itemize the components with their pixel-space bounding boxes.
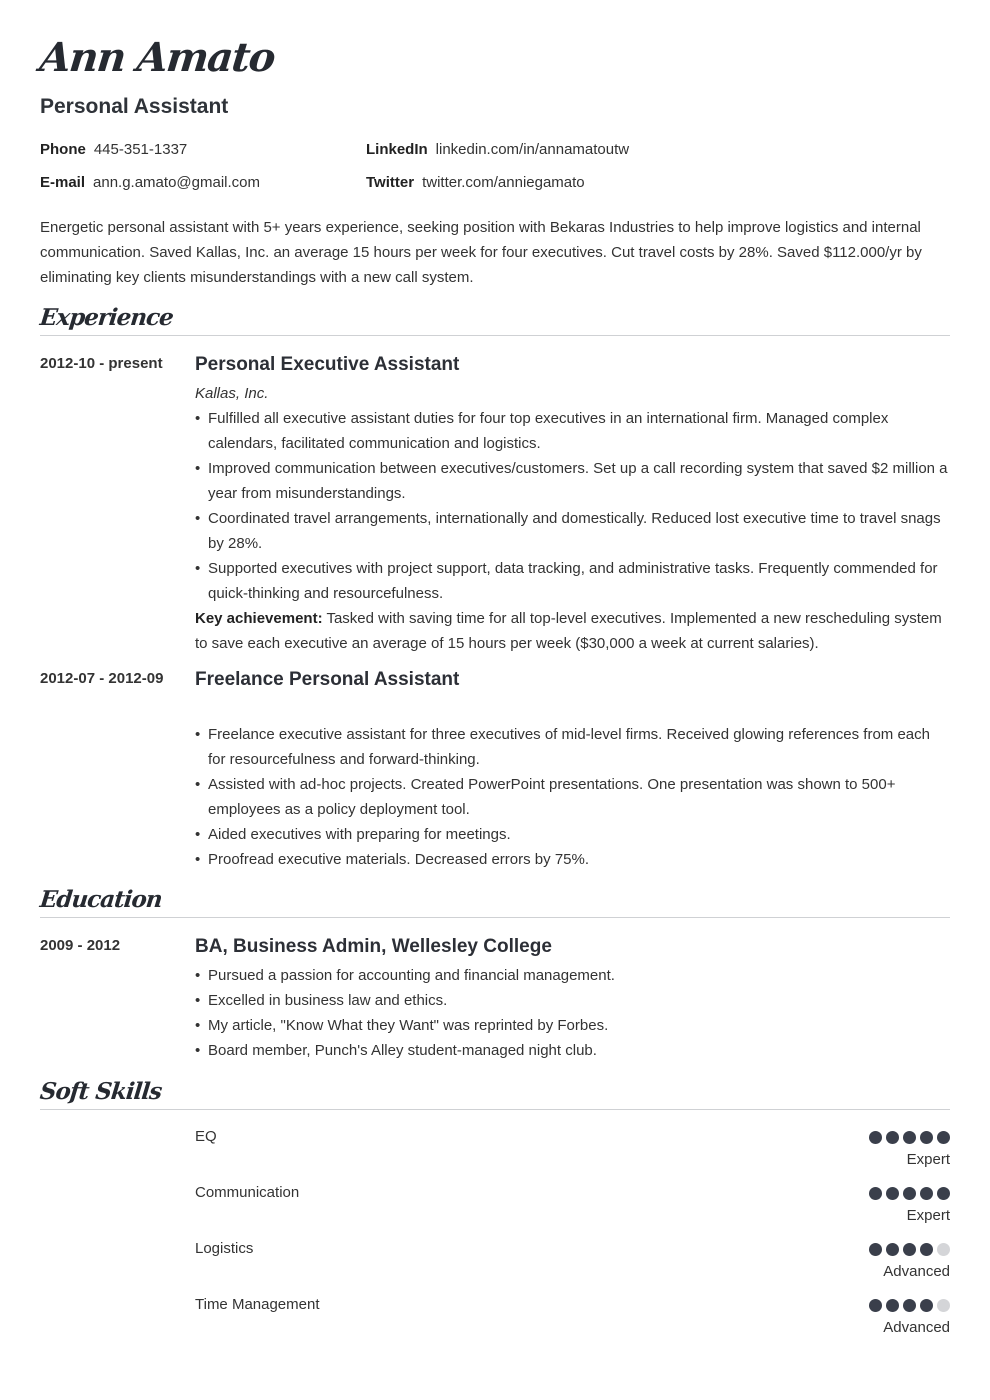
rating-dot-filled: [920, 1243, 933, 1256]
skill-rating-dots: [869, 1243, 950, 1256]
bullet-item: • Proofread executive materials. Decreased errors by 75%.: [195, 847, 950, 872]
contact-label: Phone: [40, 141, 86, 158]
skill-row: [195, 1128, 950, 1178]
candidate-name: Ann Amato: [37, 34, 277, 81]
section-title-education: [40, 886, 950, 918]
rating-dot-filled: [903, 1131, 916, 1144]
skill-row: [195, 1296, 950, 1346]
bullet-item: • Freelance executive assistant for three executives of mid-level firms. Received glowing references from each for resourcefulness and forward-thinking.: [195, 722, 950, 772]
contact-value: linkedin.com/in/annamatoutw: [435, 141, 630, 158]
section-title-experience: [40, 304, 950, 336]
rating-dot-filled: [920, 1131, 933, 1144]
skill-rating-dots: [869, 1131, 950, 1144]
rating-dot-filled: [886, 1187, 899, 1200]
job-title: Personal Executive Assistant: [195, 354, 460, 375]
entry-content: [195, 352, 950, 656]
rating-dot-filled: [937, 1187, 950, 1200]
bullet-item: • Aided executives with preparing for meetings.: [195, 822, 950, 847]
candidate-role: Personal Assistant: [40, 95, 229, 118]
skill-row: [195, 1240, 950, 1290]
entry-date: 2012-07 - 2012-09: [40, 670, 164, 687]
rating-dot-empty: [937, 1299, 950, 1312]
bullet-item: • My article, "Know What they Want" was reprinted by Forbes.: [195, 1013, 950, 1038]
rating-dot-filled: [869, 1187, 882, 1200]
rating-dot-filled: [903, 1243, 916, 1256]
rating-dot-filled: [886, 1131, 899, 1144]
bullet-item: • Coordinated travel arrangements, internationally and domestically. Reduced lost executive time to travel snags by 28%.: [195, 506, 950, 556]
section-title-text: Soft Skills: [38, 1078, 163, 1105]
bullet-item: • Assisted with ad-hoc projects. Created PowerPoint presentations. One presentation was shown to 500+ employees as a policy deployment tool.: [195, 772, 950, 822]
bullet-list: [195, 406, 950, 606]
company-name: Kallas, Inc.: [195, 385, 269, 402]
rating-dot-filled: [886, 1299, 899, 1312]
contact-value: ann.g.amato@gmail.com: [93, 174, 260, 191]
entry-date: 2009 - 2012: [40, 937, 121, 954]
section-title-skills: [40, 1078, 950, 1110]
bullet-item: • Excelled in business law and ethics.: [195, 988, 950, 1013]
skill-rating-dots: [869, 1299, 950, 1312]
bullet-item: • Pursued a passion for accounting and financial management.: [195, 963, 950, 988]
rating-dot-filled: [920, 1187, 933, 1200]
rating-dot-filled: [869, 1299, 882, 1312]
contact-value: 445-351-1337: [93, 141, 188, 158]
rating-dot-empty: [937, 1243, 950, 1256]
skill-level: Expert: [906, 1151, 950, 1168]
section-title-text: Education: [38, 886, 164, 913]
contact-label: Twitter: [366, 174, 415, 191]
bullet-list: [195, 963, 950, 1063]
key-achievement: [195, 606, 950, 656]
contact-email: [40, 174, 260, 191]
key-achievement-text: Tasked with saving time for all top-level executives. Implemented a new rescheduling system to save each executive an average of 15 hours per week ($30,000 a week at current salaries).: [195, 610, 942, 652]
rating-dot-filled: [903, 1187, 916, 1200]
bullet-list: [195, 722, 950, 872]
degree-title: BA, Business Admin, Wellesley College: [195, 936, 552, 957]
rating-dot-filled: [886, 1243, 899, 1256]
rating-dot-filled: [937, 1131, 950, 1144]
skill-row: [195, 1184, 950, 1234]
contact-label: E-mail: [40, 174, 86, 191]
skill-name: EQ: [195, 1128, 217, 1145]
rating-dot-filled: [869, 1131, 882, 1144]
rating-dot-filled: [869, 1243, 882, 1256]
rating-dot-filled: [920, 1299, 933, 1312]
entry-content: [195, 667, 950, 872]
contact-phone: [40, 141, 187, 158]
entry-date: 2012-10 - present: [40, 355, 163, 372]
skill-name: Time Management: [195, 1296, 320, 1313]
skill-level: Expert: [906, 1207, 950, 1224]
rating-dot-filled: [903, 1299, 916, 1312]
contact-label: LinkedIn: [366, 141, 428, 158]
skill-name: Communication: [195, 1184, 300, 1201]
bullet-item: • Supported executives with project support, data tracking, and administrative tasks. Frequently commended for quick-thinking and resourcefulness.: [195, 556, 950, 606]
entry-content: [195, 934, 950, 1063]
bullet-item: • Fulfilled all executive assistant duties for four top executives in an international firm. Managed complex calendars, facilitated communication and logistics.: [195, 406, 950, 456]
section-title-text: Experience: [38, 304, 175, 331]
bullet-item: • Board member, Punch's Alley student-managed night club.: [195, 1038, 950, 1063]
key-achievement-label: Key achievement:: [195, 610, 323, 627]
skill-rating-dots: [869, 1187, 950, 1200]
skill-level: Advanced: [883, 1319, 950, 1336]
profile-summary: Energetic personal assistant with 5+ years experience, seeking position with Bekaras Industries to help improve logistics and internal communication. Saved Kallas, Inc. an average 15 hours per week for four executives. Cut travel costs by 28%. Saved $112.000/yr by eliminating key clients misunderstandings with a new call system.: [40, 219, 922, 286]
contact-linkedin: [366, 141, 629, 158]
skill-level: Advanced: [883, 1263, 950, 1280]
contact-value: twitter.com/anniegamato: [422, 174, 585, 191]
skill-name: Logistics: [195, 1240, 254, 1257]
contact-twitter: [366, 174, 585, 191]
bullet-item: • Improved communication between executives/customers. Set up a call recording system that saved $2 million a year from misunderstandings.: [195, 456, 950, 506]
job-title: Freelance Personal Assistant: [195, 669, 460, 690]
